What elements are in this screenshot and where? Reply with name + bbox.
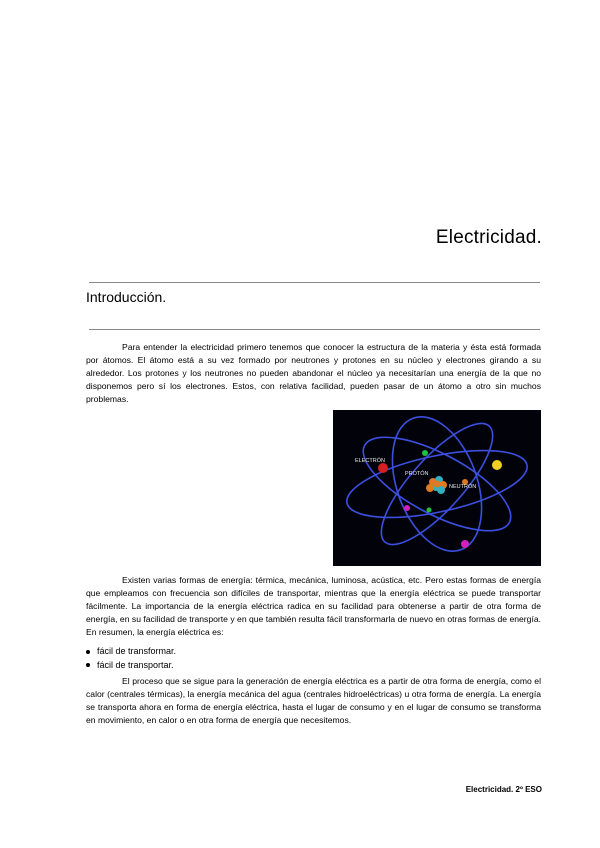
label-proton: PROTÓN [405,471,429,477]
divider-bottom [89,329,540,330]
list-item [86,659,176,673]
list-item-text: fácil de transformar. [97,646,177,656]
atom-illustration [333,410,541,566]
page-footer: Electricidad. 2º ESO [465,785,542,794]
bullet-list [86,645,176,672]
bullet-icon [86,650,90,654]
paragraph-intro: Para entender la electricidad primero tenemos que conocer la estructura de la materia y ésta está formada por átomos. El átomo está a su vez formado por neutrones y protones en su núcleo y electrones girando a su alrededor. Los protones y los neutrones no pueden abandonar el núcleo ya necesitarían una energía de la que no disponemos pero sí los electrones. Estos, con relativa facilidad, pueden pasar de un átomo a otro sin muchos problemas. [86,342,541,404]
list-item-text: fácil de transportar. [97,659,174,670]
page-title: Electricidad. [435,227,542,248]
list-item [86,645,176,659]
divider-top [89,282,540,283]
section-title: Introducción. [86,289,167,305]
atom-nucleus [426,476,447,494]
label-neutron: NEUTRÓN [449,484,477,490]
paragraph-process: El proceso que se sigue para la generación de energía eléctrica es a partir de otra forma de energía, como el calor (centrales térmicas), la energía mecánica del agua (centrales hidroeléctricas) u otra forma de energía. La energía se transporta ahora en forma de energía eléctrica, hasta el lugar de consumo y en el lugar de consumo se transforma en movimiento, en calor o en otra forma de energía que necesitemos. [86,676,541,725]
bullet-icon [86,663,90,667]
paragraph-energy: Existen varias formas de energía: térmica, mecánica, luminosa, acústica, etc. Pero estas formas de energía que empleamos con frecuencia son difíciles de transportar, mientras que la energía eléctrica se puede transportar fácilmente. La importancia de la energía eléctrica radica en su facilidad para obtenerse a partir de otra forma de energía, en su facilidad de transporte y en que también resulta fácil transformarla de nuevo en otras formas de energía. En resumen, la energía eléctrica es: [86,575,541,637]
label-electron: ELECTRÓN [355,458,385,464]
